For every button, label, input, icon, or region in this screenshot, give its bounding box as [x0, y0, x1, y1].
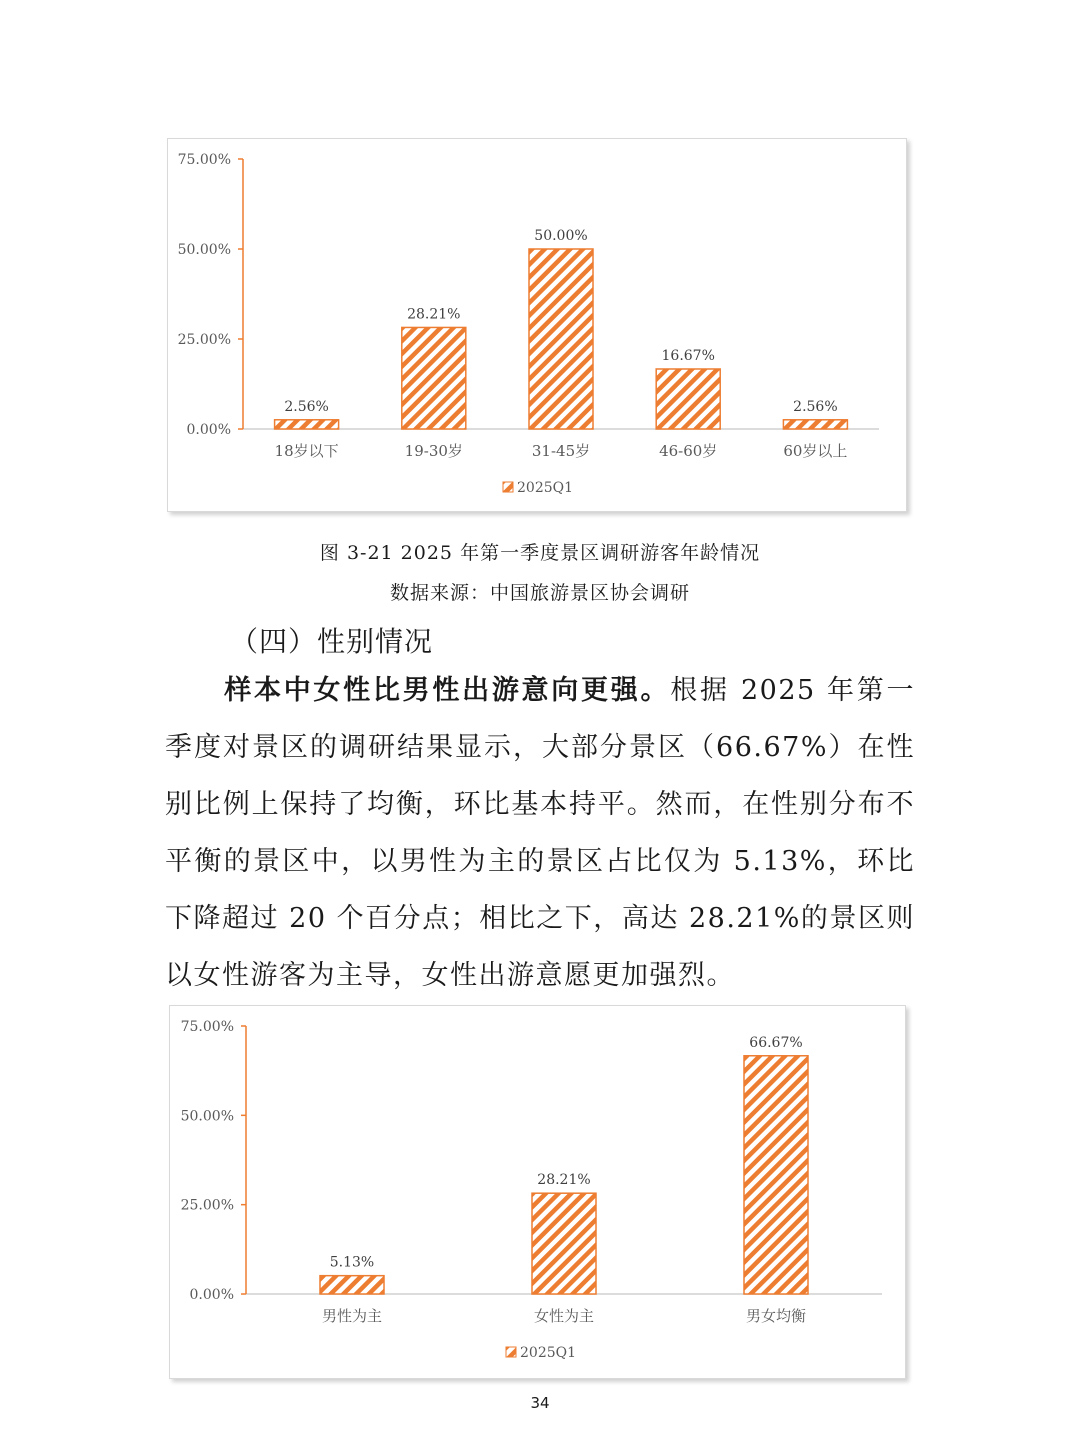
legend-swatch — [506, 1347, 516, 1357]
category-label: 31-45岁 — [531, 442, 591, 460]
data-label: 50.00% — [534, 228, 588, 244]
category-label: 46-60岁 — [659, 442, 718, 460]
bar — [783, 420, 847, 429]
y-tick-label: 0.00% — [189, 1287, 234, 1303]
bar — [532, 1193, 596, 1294]
y-tick-label: 75.00% — [180, 1019, 234, 1035]
category-label: 男女均衡 — [745, 1307, 807, 1325]
bar — [529, 249, 593, 429]
data-source: 数据来源：中国旅游景区协会调研 — [389, 582, 690, 604]
page-number: 34 — [530, 1394, 550, 1412]
y-tick-label: 50.00% — [180, 1108, 234, 1125]
figure-caption: 图 3-21 2025 年第一季度景区调研游客年龄情况 — [319, 542, 761, 564]
bar — [275, 420, 339, 429]
bar — [744, 1056, 808, 1294]
data-label: 2.56% — [793, 398, 838, 415]
y-tick-label: 0.00% — [186, 422, 231, 438]
body-paragraph — [165, 662, 915, 1004]
gender-chart — [169, 1005, 906, 1379]
y-tick-label: 75.00% — [177, 152, 231, 168]
body-text: 根据 2025 年第一季度对景区的调研结果显示，大部分景区（66.67%）在性别比例上保持了均衡，环比基本持平。然而，在性别分布不平衡的景区中，以男性为主的景区占比仅为 5.13%，环比下降超过 20 个百分点；相比之下，高达 28.21%的景区则以女性游客为主导，女性出游意愿更加强烈。 — [165, 675, 915, 991]
data-label: 28.21% — [407, 306, 461, 323]
age-bar-chart-svg — [168, 139, 906, 511]
y-tick-label: 50.00% — [177, 242, 231, 258]
gender-bar-chart-svg — [170, 1006, 905, 1378]
category-label: 女性为主 — [533, 1307, 595, 1325]
legend-label: 2025Q1 — [520, 1345, 577, 1361]
age-chart — [167, 138, 907, 512]
category-label: 60岁以上 — [783, 442, 848, 460]
section-heading: （四）性别情况 — [230, 625, 434, 658]
y-tick-label: 25.00% — [180, 1197, 234, 1214]
bar — [656, 369, 720, 429]
data-label: 66.67% — [749, 1034, 803, 1051]
legend-swatch — [503, 482, 513, 492]
data-label: 5.13% — [329, 1254, 375, 1271]
lead-sentence: 样本中女性比男性出游意向更强。 — [223, 675, 671, 706]
data-label: 2.56% — [284, 398, 329, 415]
y-tick-label: 25.00% — [177, 332, 231, 348]
category-label: 18岁以下 — [274, 442, 339, 460]
bar — [320, 1276, 384, 1294]
legend-label: 2025Q1 — [517, 480, 574, 496]
data-label: 16.67% — [661, 347, 715, 364]
bar — [402, 327, 466, 429]
category-label: 19-30岁 — [404, 442, 463, 460]
data-label: 28.21% — [537, 1172, 591, 1189]
category-label: 男性为主 — [321, 1307, 383, 1325]
